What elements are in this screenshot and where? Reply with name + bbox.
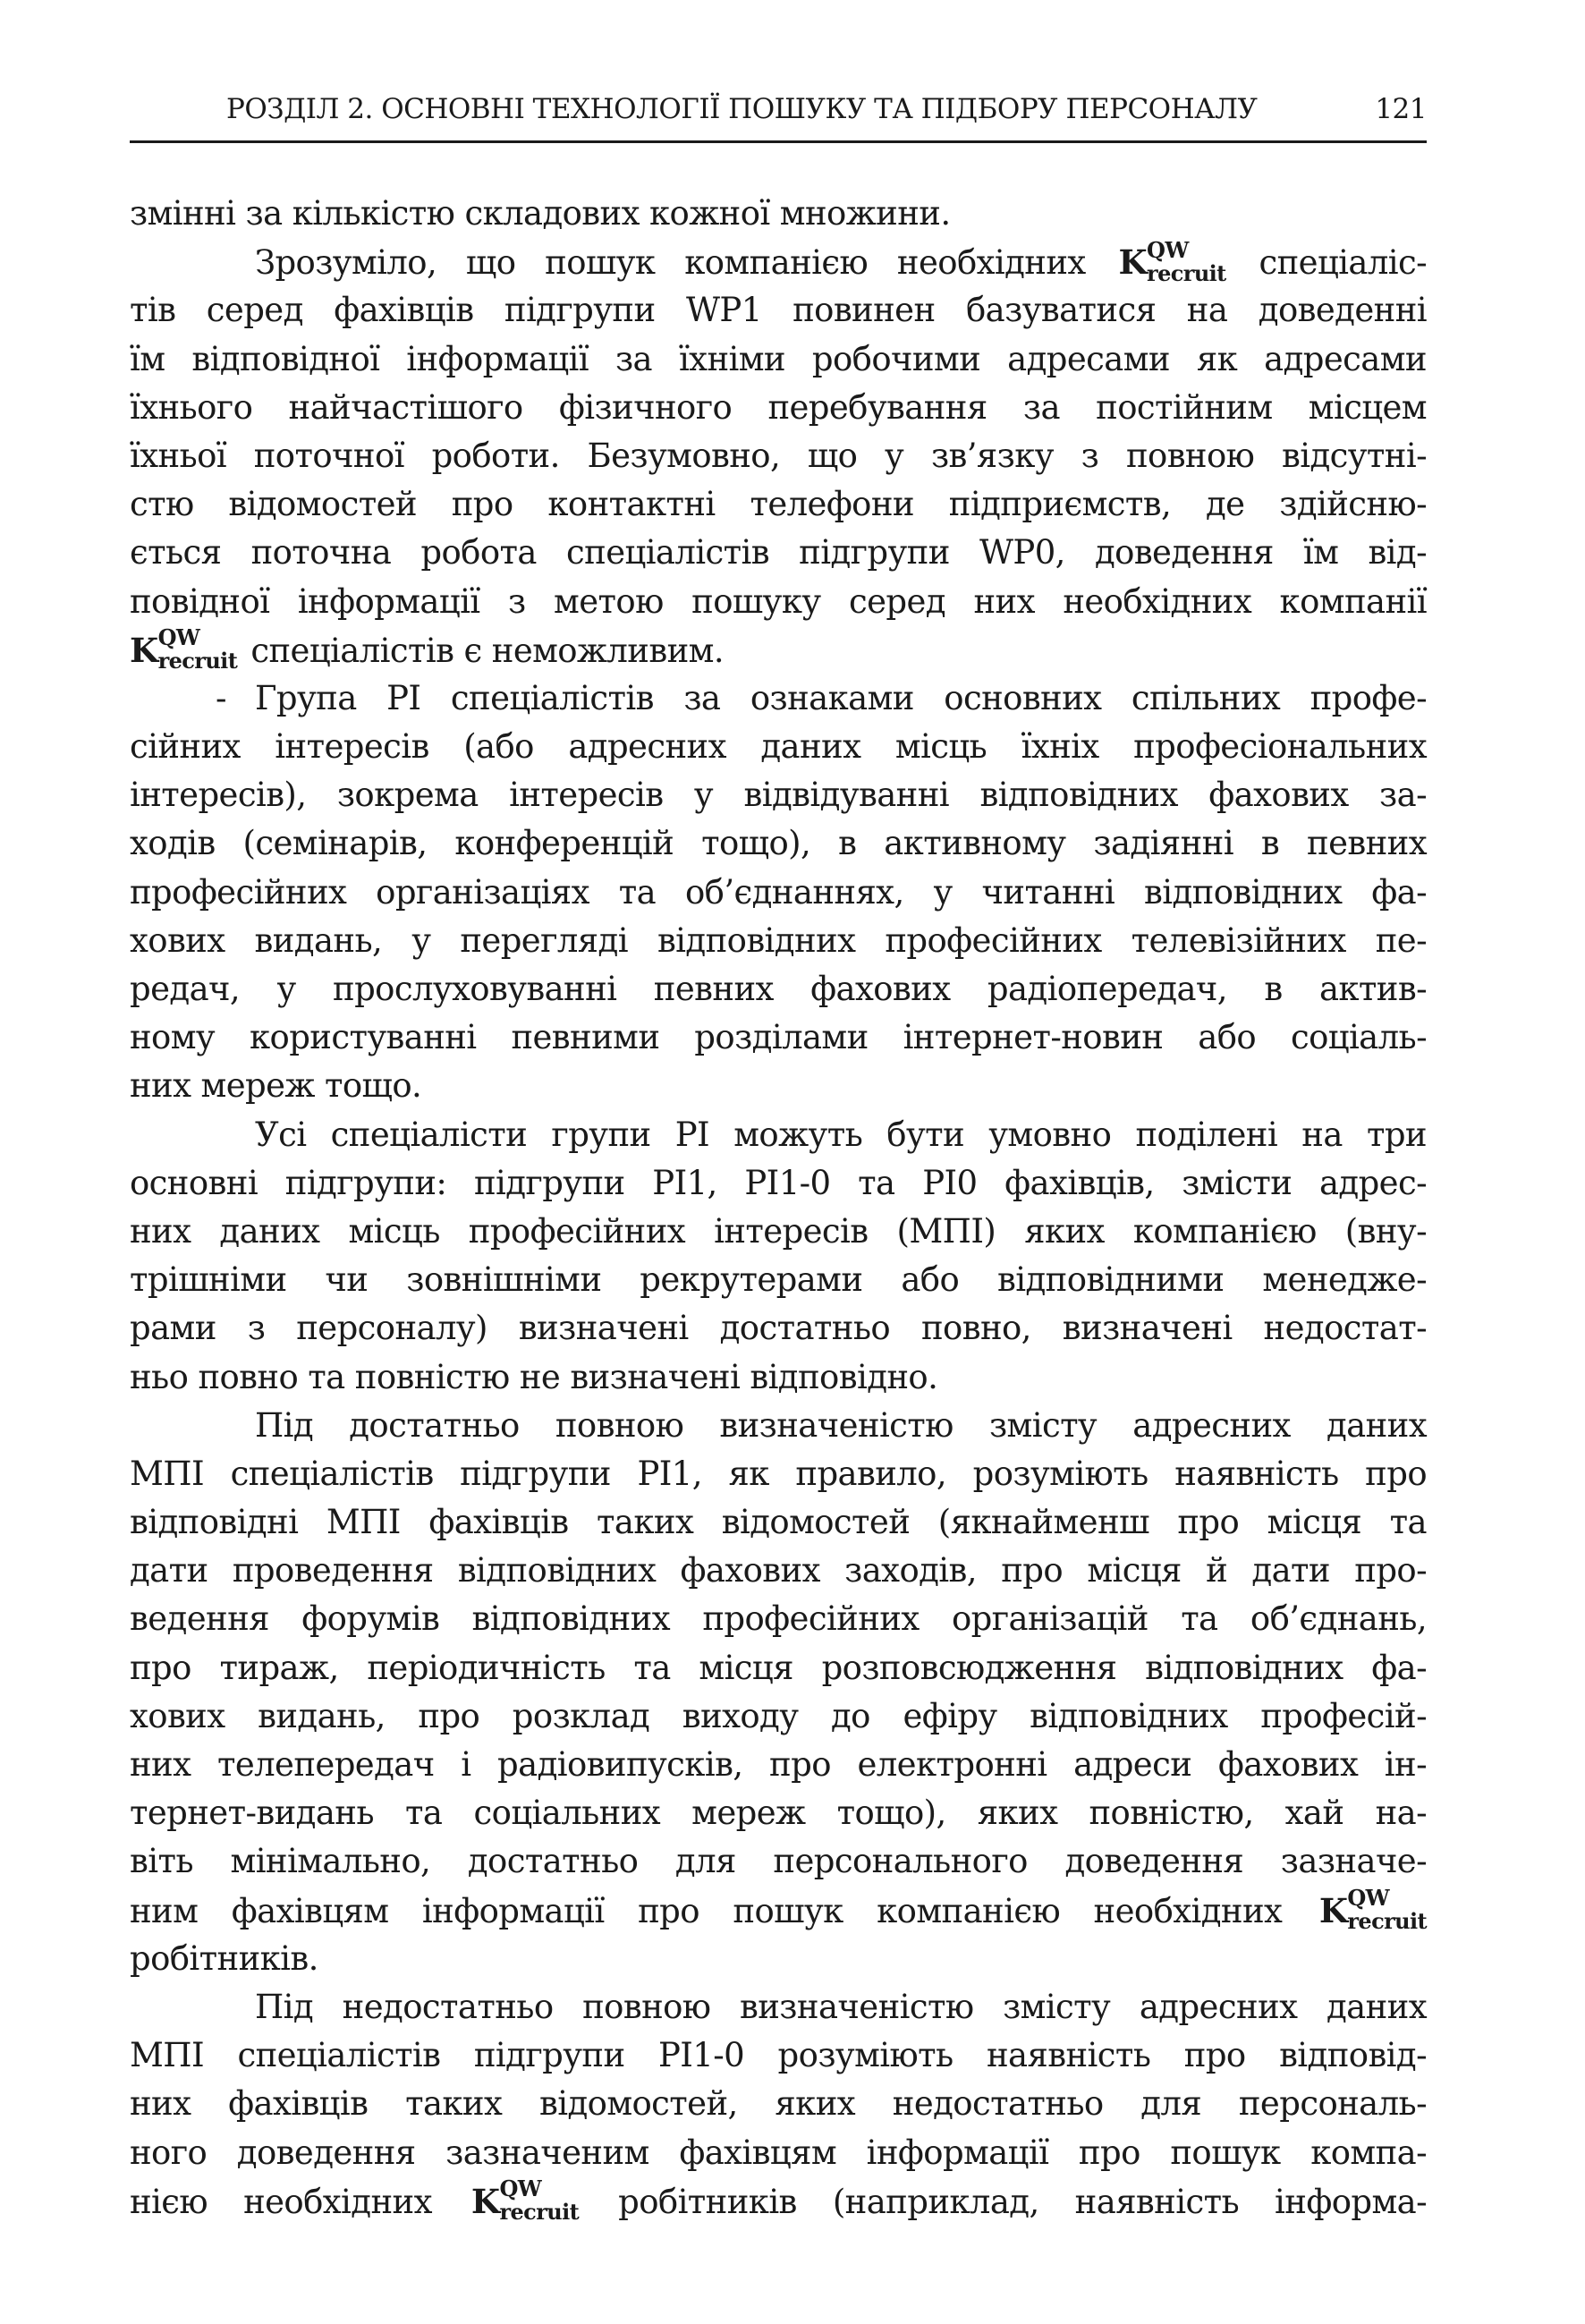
text-line: повідної інформації з метою пошуку серед них необхідних компанії [130,581,1427,621]
text-line: нією необхідних K QW recruit робітників (наприклад, наявність інформа- [130,2177,1427,2226]
text-line: МПІ спеціалістів підгрупи PI1, як правило, розуміють наявність про [130,1454,1427,1493]
text-line: тів серед фахівців підгрупи WP1 повинен базуватися на доведенні [130,291,1427,330]
text-line: про тираж, періодичність та місця розповсюдження відповідних фа- [130,1648,1427,1687]
text-line: ньо повно та повністю не визначені відповідно. [130,1357,938,1396]
text-line: Під недостатньо повною визначеністю змісту адресних даних [255,1987,1427,2026]
text-line: тернет-видань та соціальних мереж тощо), яких повністю, хай на- [130,1794,1427,1833]
text-line: їхньої поточної роботи. Безумовно, що у зв’язку з повною відсутні- [130,436,1427,475]
text-line: ється поточна робота спеціалістів підгрупи WP0, доведення їм від- [130,533,1427,573]
text-line: ведення форумів відповідних професійних організацій та об’єднань, [130,1599,1427,1639]
text-line: ному користуванні певними розділами інтернет-новин або соціаль- [130,1018,1427,1057]
text-line: їхнього найчастішого фізичного перебування за постійним місцем [130,387,1427,427]
text-line: віть мінімально, достатньо для персонального доведення зазначе- [130,1842,1427,1881]
text-line: МПІ спеціалістів підгрупи PI1-0 розуміють наявність про відповід- [130,2036,1427,2075]
text-line: основні підгрупи: підгрупи PI1, PI1-0 та PI0 фахівців, змісти адрес- [130,1163,1427,1202]
text-line: дати проведення відповідних фахових заходів, про місця й дати про- [130,1551,1427,1590]
text-line: рами з персоналу) визначені достатньо повно, визначені недостат- [130,1309,1427,1348]
text-line: ним фахівцям інформації про пошук компанією необхідних K QW recruit [130,1887,1427,1935]
text-line: них даних місць професійних інтересів (МПІ) яких компанією (вну- [130,1211,1427,1251]
list-item: - Група PI спеціалістів за ознаками основних спільних профе- [130,674,1427,723]
body-text [130,190,1427,2226]
text-line: хових видань, про розклад виходу до ефіру відповідних професій- [130,1696,1427,1735]
text-line: редач, у прослуховуванні певних фахових радіопередач, в актив- [130,970,1427,1008]
text-line: ходів (семінарів, конференцій тощо), в активному задіянні в певних [130,824,1427,863]
text-line: хових видань, у перегляді відповідних професійних телевізійних пе- [130,920,1427,960]
chapter-title: РОЗДІЛ 2. ОСНОВНІ ТЕХНОЛОГІЇ ПОШУКУ ТА ПІДБОРУ ПЕРСОНАЛУ [226,93,1258,125]
text-line: робітників. [130,1938,318,1978]
text-line: професійних організаціях та об’єднаннях, у читанні відповідних фа- [130,872,1427,912]
text-line: їм відповідної інформації за їхніми робочими адресами як адресами [130,339,1427,378]
text-line: Зрозуміло, що пошук компанією необхідних K QW recruit спеціаліс- [130,238,1427,286]
header-rule [130,140,1427,143]
formula-k-recruit: K QW recruit [1318,1885,1427,1935]
text-line: них телепередач і радіовипусків, про електронні адреси фахових ін- [130,1745,1427,1784]
formula-k-recruit: K QW recruit [1118,236,1226,286]
text-line: стю відомостей про контактні телефони підприємств, де здійсню- [130,485,1427,524]
text-line: ного доведення зазначеним фахівцям інформації про пошук компа- [130,2133,1427,2172]
page-number: 121 [1375,93,1427,125]
text-line: відповідні МПІ фахівців таких відомостей (якнайменш про місця та [130,1503,1427,1542]
formula-k-recruit: K QW recruit [470,2176,580,2226]
list-dash: - [216,678,226,717]
text-line: них мереж тощо. [130,1066,422,1106]
running-header [130,93,1427,125]
text-line: інтересів), зокрема інтересів у відвідуванні відповідних фахових за- [130,776,1427,815]
text-line: змінні за кількістю складових кожної множини. [130,194,951,233]
text-line: Усі спеціалісти групи PI можуть бути умовно поділені на три [255,1115,1427,1154]
text-line: K QW recruit спеціалістів є неможливим. [130,626,1427,674]
text-line: трішніми чи зовнішніми рекрутерами або відповідними менедже- [130,1260,1427,1300]
formula-k-recruit: K QW recruit [130,624,238,674]
text-line: Під достатньо повною визначеністю змісту адресних даних [255,1405,1427,1445]
text-line: сійних інтересів (або адресних даних місць їхніх професіональних [130,727,1427,767]
text-line: них фахівців таких відомостей, яких недостатньо для персональ- [130,2084,1427,2124]
